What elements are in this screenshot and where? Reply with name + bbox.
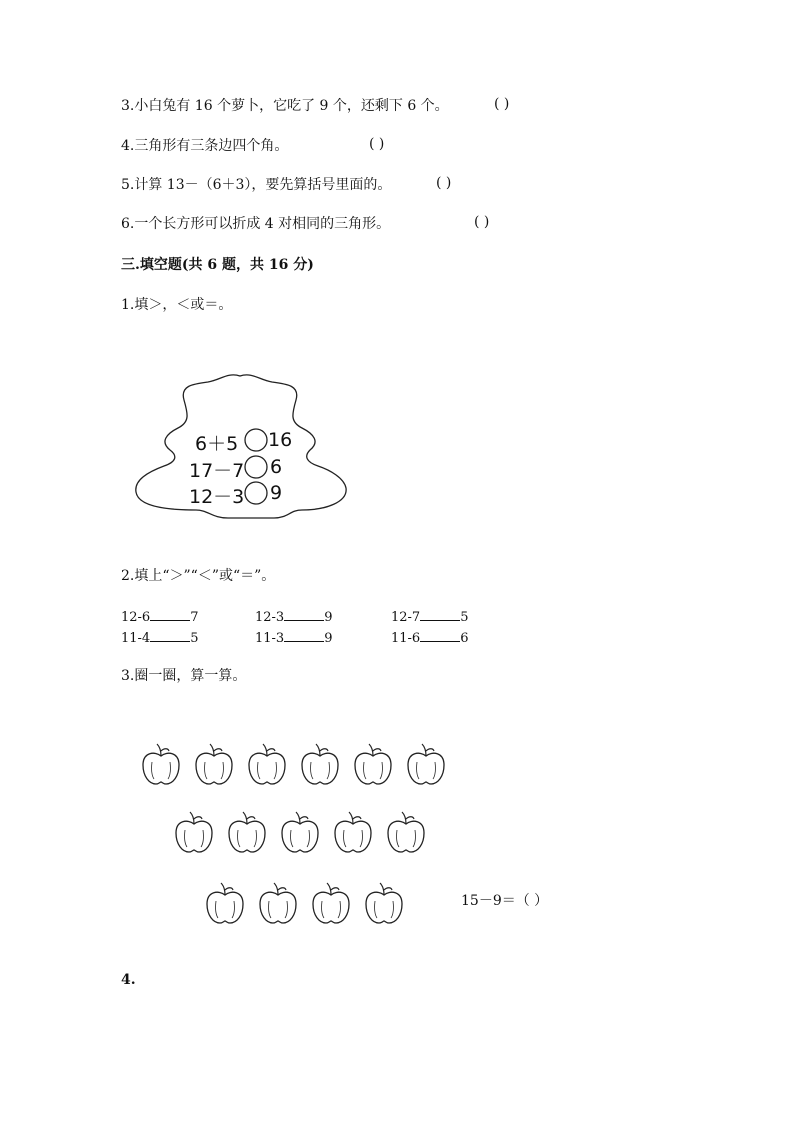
tree-row-1-left: 6＋5 <box>195 433 239 455</box>
compare-item: 11-4 5 <box>121 631 199 646</box>
apple-icon[interactable] <box>176 812 212 852</box>
apple-icon[interactable] <box>355 744 391 784</box>
compare-item: 12-7 5 <box>391 610 469 625</box>
judge-q5-text: 5.计算 13－（6＋3），要先算括号里面的。 <box>121 177 392 193</box>
tree-row-3-left: 12－3 <box>189 486 245 508</box>
judge-q3-paren[interactable]: ( ) <box>494 96 510 112</box>
tree-row-3-right: 9 <box>270 482 283 504</box>
compare-item: 11-6 6 <box>391 631 469 646</box>
apple-icon[interactable] <box>302 744 338 784</box>
tree-row-2-left: 17－7 <box>189 460 245 482</box>
fill-q2-title: 2.填上“＞”“＜”或“＝”。 <box>121 568 276 584</box>
fill-q3-equation[interactable]: 15－9＝（ ） <box>461 893 549 909</box>
apple-icon[interactable] <box>143 744 179 784</box>
apple-icon[interactable] <box>229 812 265 852</box>
apple-icon[interactable] <box>196 744 232 784</box>
fill-q4-title: 4. <box>121 972 136 988</box>
compare-item: 11-3 9 <box>255 631 333 646</box>
apple-icon[interactable] <box>313 883 349 923</box>
judge-q4-paren[interactable]: ( ) <box>369 136 385 152</box>
apple-icon[interactable] <box>408 744 444 784</box>
fill-q3-title: 3.圈一圈，算一算。 <box>121 668 247 684</box>
apple-icon[interactable] <box>249 744 285 784</box>
judge-q5-paren[interactable]: ( ) <box>436 175 452 191</box>
apple-icon[interactable] <box>260 883 296 923</box>
section-heading: 三.填空题(共 6 题，共 16 分) <box>121 257 314 273</box>
apple-icon[interactable] <box>366 883 402 923</box>
compare-item: 12-6 7 <box>121 610 199 625</box>
judge-q6-paren[interactable]: ( ) <box>474 214 490 230</box>
judge-q4-text: 4.三角形有三条边四个角。 <box>121 138 289 154</box>
tree-row-2-right: 6 <box>270 456 283 478</box>
apple-icon[interactable] <box>388 812 424 852</box>
apple-icon[interactable] <box>207 883 243 923</box>
apple-icon[interactable] <box>282 812 318 852</box>
fill-q1-title: 1.填＞，＜或＝。 <box>121 297 233 313</box>
tree-row-1-right: 16 <box>268 429 293 451</box>
apple-icon[interactable] <box>335 812 371 852</box>
compare-item: 12-3 9 <box>255 610 333 625</box>
judge-q3-text: 3.小白兔有 16 个萝卜，它吃了 9 个，还剩下 6 个。 <box>121 98 449 114</box>
judge-q6-text: 6.一个长方形可以折成 4 对相同的三角形。 <box>121 216 391 232</box>
